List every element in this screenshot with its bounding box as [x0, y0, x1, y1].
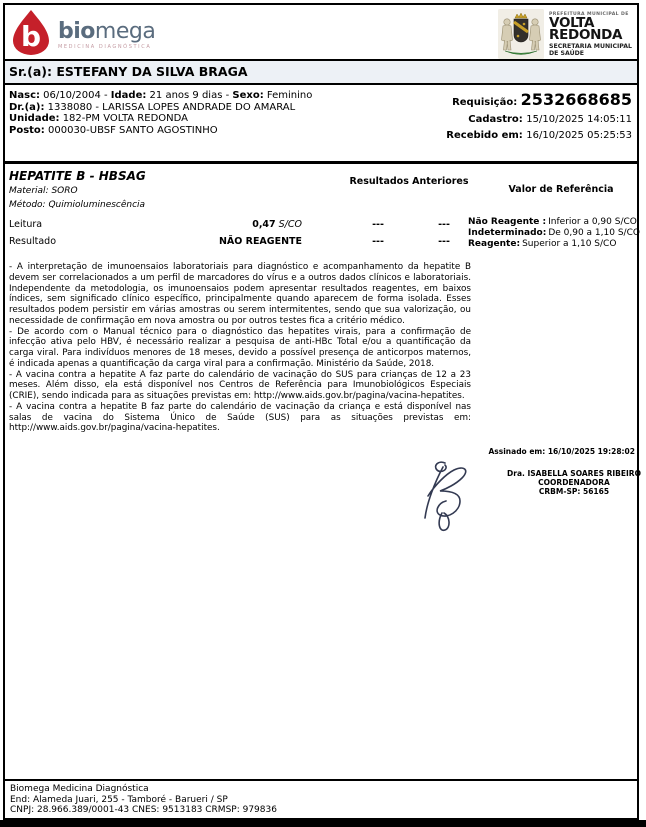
reference-item: Reagente: Superior a 1,10 S/CO — [468, 239, 617, 249]
doctor-signature-block — [488, 469, 646, 496]
biomega-droplet-icon — [11, 9, 51, 60]
result-row-resultado: Resultado NÃO REAGENTE --- --- — [9, 236, 450, 247]
signature-image — [415, 456, 487, 542]
received-line: Recebido em: 16/10/2025 05:25:53 — [446, 130, 632, 141]
reference-item: Não Reagente : Inferior a 0,90 S/CO — [468, 217, 637, 227]
report-header — [5, 5, 637, 59]
patient-name-bar — [5, 59, 637, 85]
bottom-black-bar — [0, 820, 646, 827]
exam-title: HEPATITE B - HBSAG — [9, 169, 146, 183]
result-row-leitura: Leitura 0,47 S/CO --- --- — [9, 219, 450, 230]
doctor-registration: CRBM-SP: 56165 — [538, 487, 610, 496]
requisition-line: Requisição: 2532668685 — [452, 90, 632, 109]
exam-section — [5, 164, 640, 260]
patient-info-section — [5, 85, 637, 161]
reference-values — [468, 217, 642, 250]
doctor-line: Dr.(a): 1338080 - LARISSA LOPES ANDRADE DO AMARAL — [9, 101, 296, 113]
birth-age-sex-line: Nasc: 06/10/2004 - Idade: 21 anos 9 dias - Sexo: Feminino — [9, 90, 313, 101]
biomega-logo — [11, 9, 155, 60]
note-paragraph: - A interpretação de imunoensaios laboratoriais para diagnóstico e acompanhamento da hepatite B devem ser correlacionados a um perfil de marcadores do vírus e a outros dados clínicos e laboratoriais. Independente da metodologia, os imunoensaios podem apresentar resultados reagentes, em baixos índices, sem significado clínico específico, principalmente quando aparecem de forma isolada. Esses resultados podem persistir em várias amostras ou serem intermitentes, sendo que sua valorização, ou necessidade de confirmação em nova amostra ou por outros testes fica a critério médico. — [9, 262, 471, 326]
footer-address: End: Alameda Juari, 255 - Tamboré - Barueri / SP — [10, 794, 228, 805]
municipality-dept-line2: DE SAÚDE — [549, 49, 584, 57]
registration-line: Cadastro: 15/10/2025 14:05:11 — [468, 114, 632, 125]
footer-company: Biomega Medicina Diagnóstica — [10, 784, 149, 795]
exam-method: Método: Quimioluminescência — [9, 200, 146, 210]
municipality-dept-line1: SECRETARIA MUNICIPAL — [549, 42, 632, 50]
post-line: Posto: 000030-UBSF SANTO AGOSTINHO — [9, 124, 218, 136]
unit-line: Unidade: 182-PM VOLTA REDONDA — [9, 113, 188, 125]
previous-results-header: Resultados Anteriores — [349, 176, 469, 187]
signed-at: Assinado em: 16/10/2025 19:28:02 — [488, 447, 635, 456]
note-paragraph: - De acordo com o Manual técnico para o diagnóstico das hepatites virais, para a confirmação de infecção ativa pelo HBV, é necessário realizar a pesquisa de anti-HBc Total e/ou a quantificação da carga viral. Para indivíduos menores de 18 meses, devido a possível presença de anticorpos maternos, é indicada apenas a quantificação da carga viral para a confirmação. Ministério da Saúde, 2018. — [9, 326, 471, 369]
municipality-prefix: PREFEITURA MUNICIPAL DE — [549, 11, 629, 17]
municipality-name-line2: REDONDA — [549, 26, 623, 43]
reference-item: Indeterminado: De 0,90 a 1,10 S/CO — [468, 228, 640, 238]
doctor-name: Dra. ISABELLA SOARES RIBEIRO — [507, 469, 641, 478]
municipality-header — [498, 9, 632, 59]
exam-material: Material: SORO — [9, 186, 78, 196]
brand-tagline: MEDICINA DIAGNÓSTICA — [58, 44, 152, 50]
svg-text:b: b — [20, 20, 42, 53]
footer-registry: CNPJ: 28.966.389/0001-43 CNES: 9513183 CRMSP: 979836 — [10, 805, 277, 816]
coat-of-arms-icon — [498, 9, 544, 59]
requisition-number: 2532668685 — [520, 90, 632, 109]
note-paragraph: - A vacina contra a hepatite B faz parte do calendário de vacinação da criança e está disponível nas salas de vacina do Sistema Único de Saúde (SUS) para as situações previstas em: http://www.aids.gov.br/pagina/vacina-hepatites. — [9, 401, 471, 434]
doctor-role: COORDENADORA — [538, 478, 610, 487]
interpretation-notes — [5, 260, 475, 434]
signature-area — [5, 443, 641, 563]
brand-wordmark: biomega — [58, 19, 156, 44]
report-footer — [5, 779, 637, 818]
lab-report-page — [3, 3, 639, 820]
patient-name: Sr.(a): ESTEFANY DA SILVA BRAGA — [9, 64, 248, 79]
municipality-name-line1: VOLTA — [549, 14, 595, 31]
reference-header: Valor de Referência — [508, 184, 614, 195]
note-paragraph: - A vacina contra a hepatite A faz parte do calendário de vacinação do SUS para crianças de 12 a 23 meses. Além disso, ela está disponível nos Centros de Referência para Imunobiológicos Especiais (CRIE), sendo indicada para as situações previstas em: http://www.aids.gov.br/pagina/vacina-hepatites. — [9, 369, 471, 401]
